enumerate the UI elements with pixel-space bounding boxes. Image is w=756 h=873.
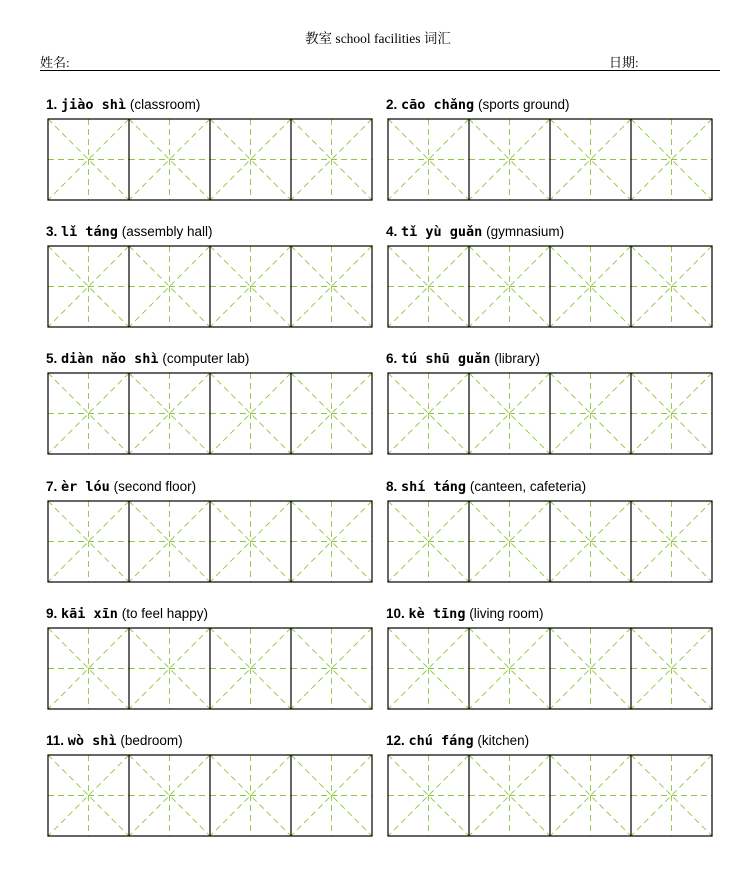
writing-cell[interactable] <box>210 373 291 454</box>
vocab-english: (kitchen) <box>477 733 530 748</box>
vocab-label <box>386 97 570 113</box>
writing-cell[interactable] <box>48 628 129 709</box>
writing-cell[interactable] <box>469 373 550 454</box>
writing-cell[interactable] <box>129 119 210 200</box>
writing-grid <box>387 118 711 199</box>
vocab-number: 1. <box>46 97 58 112</box>
writing-cell[interactable] <box>550 246 631 327</box>
writing-cell[interactable] <box>388 501 469 582</box>
writing-grid <box>387 372 711 453</box>
writing-cell[interactable] <box>388 755 469 836</box>
vocab-number: 3. <box>46 224 58 239</box>
vocab-pinyin: kāi xīn <box>61 606 118 622</box>
writing-cell[interactable] <box>291 373 372 454</box>
writing-cell[interactable] <box>48 373 129 454</box>
writing-cell[interactable] <box>210 501 291 582</box>
writing-cell[interactable] <box>469 628 550 709</box>
writing-cell[interactable] <box>469 501 550 582</box>
name-label: 姓名: <box>40 55 70 70</box>
writing-cell[interactable] <box>550 628 631 709</box>
writing-cell[interactable] <box>291 246 372 327</box>
writing-cell[interactable] <box>631 628 712 709</box>
vocab-number: 12. <box>386 733 405 748</box>
writing-cell[interactable] <box>129 246 210 327</box>
writing-cell[interactable] <box>291 628 372 709</box>
vocab-label <box>386 351 540 367</box>
writing-grid <box>47 500 371 581</box>
vocab-english: (canteen, cafeteria) <box>469 479 587 494</box>
header-divider <box>40 70 720 71</box>
vocab-english: (bedroom) <box>120 733 183 748</box>
vocab-pinyin: èr lóu <box>61 479 110 495</box>
writing-cell[interactable] <box>388 246 469 327</box>
writing-cell[interactable] <box>631 119 712 200</box>
writing-grid <box>47 372 371 453</box>
date-label: 日期: <box>609 55 639 70</box>
vocab-number: 5. <box>46 351 58 366</box>
vocab-pinyin: lǐ táng <box>61 224 118 240</box>
writing-grid <box>47 754 371 835</box>
writing-cell[interactable] <box>388 119 469 200</box>
writing-grid <box>387 245 711 326</box>
vocab-number: 7. <box>46 479 58 494</box>
vocab-label <box>386 606 543 622</box>
writing-cell[interactable] <box>48 119 129 200</box>
writing-grid <box>387 627 711 708</box>
writing-cell[interactable] <box>129 755 210 836</box>
vocab-pinyin: tǐ yù guǎn <box>401 224 483 240</box>
writing-grid <box>387 500 711 581</box>
writing-grid <box>47 118 371 199</box>
writing-cell[interactable] <box>129 373 210 454</box>
writing-cell[interactable] <box>291 119 372 200</box>
writing-cell[interactable] <box>210 755 291 836</box>
vocab-number: 4. <box>386 224 398 239</box>
writing-cell[interactable] <box>129 501 210 582</box>
writing-cell[interactable] <box>469 246 550 327</box>
vocab-pinyin: chú fáng <box>408 733 474 749</box>
vocab-pinyin: tú shū guǎn <box>401 351 491 367</box>
vocab-number: 11. <box>46 733 65 748</box>
writing-cell[interactable] <box>291 755 372 836</box>
writing-grid <box>47 245 371 326</box>
vocab-label <box>386 479 586 495</box>
writing-cell[interactable] <box>48 501 129 582</box>
vocab-english: (second floor) <box>113 479 197 494</box>
writing-cell[interactable] <box>210 119 291 200</box>
vocab-pinyin: shí táng <box>401 479 467 495</box>
vocab-english: (library) <box>494 351 540 366</box>
vocab-english: (living room) <box>469 606 544 621</box>
vocab-label <box>46 351 249 367</box>
writing-cell[interactable] <box>48 246 129 327</box>
vocab-label <box>386 224 564 240</box>
vocab-english: (sports ground) <box>477 97 570 112</box>
writing-grid <box>47 627 371 708</box>
worksheet-title: 教室 school facilities 词汇 <box>305 31 451 46</box>
writing-grid <box>387 754 711 835</box>
writing-cell[interactable] <box>388 373 469 454</box>
vocab-english: (gymnasium) <box>486 224 565 239</box>
writing-cell[interactable] <box>129 628 210 709</box>
vocab-number: 8. <box>386 479 398 494</box>
writing-cell[interactable] <box>631 755 712 836</box>
writing-cell[interactable] <box>631 246 712 327</box>
vocab-number: 10. <box>386 606 405 621</box>
vocab-english: (classroom) <box>129 97 201 112</box>
writing-cell[interactable] <box>550 373 631 454</box>
vocab-label <box>46 606 208 622</box>
writing-cell[interactable] <box>210 628 291 709</box>
writing-cell[interactable] <box>469 755 550 836</box>
writing-cell[interactable] <box>48 755 129 836</box>
vocab-number: 6. <box>386 351 398 366</box>
vocab-label <box>46 224 212 240</box>
writing-cell[interactable] <box>550 755 631 836</box>
writing-cell[interactable] <box>631 501 712 582</box>
vocab-english: (computer lab) <box>162 351 250 366</box>
vocab-pinyin: jiào shì <box>61 97 127 113</box>
writing-cell[interactable] <box>550 501 631 582</box>
writing-cell[interactable] <box>550 119 631 200</box>
writing-cell[interactable] <box>469 119 550 200</box>
writing-cell[interactable] <box>631 373 712 454</box>
vocab-label <box>46 479 196 495</box>
vocab-english: (to feel happy) <box>121 606 209 621</box>
vocab-pinyin: kè tīng <box>408 606 466 622</box>
vocab-pinyin: cāo chǎng <box>401 97 475 113</box>
vocab-number: 9. <box>46 606 58 621</box>
writing-cell[interactable] <box>210 246 291 327</box>
vocab-label <box>46 733 183 749</box>
writing-cell[interactable] <box>388 628 469 709</box>
vocab-number: 2. <box>386 97 398 112</box>
vocab-english: (assembly hall) <box>121 224 213 239</box>
vocab-pinyin: diàn nǎo shì <box>61 351 159 367</box>
vocab-label <box>386 733 529 749</box>
writing-cell[interactable] <box>291 501 372 582</box>
vocab-pinyin: wò shì <box>67 733 117 749</box>
vocab-label <box>46 97 200 113</box>
